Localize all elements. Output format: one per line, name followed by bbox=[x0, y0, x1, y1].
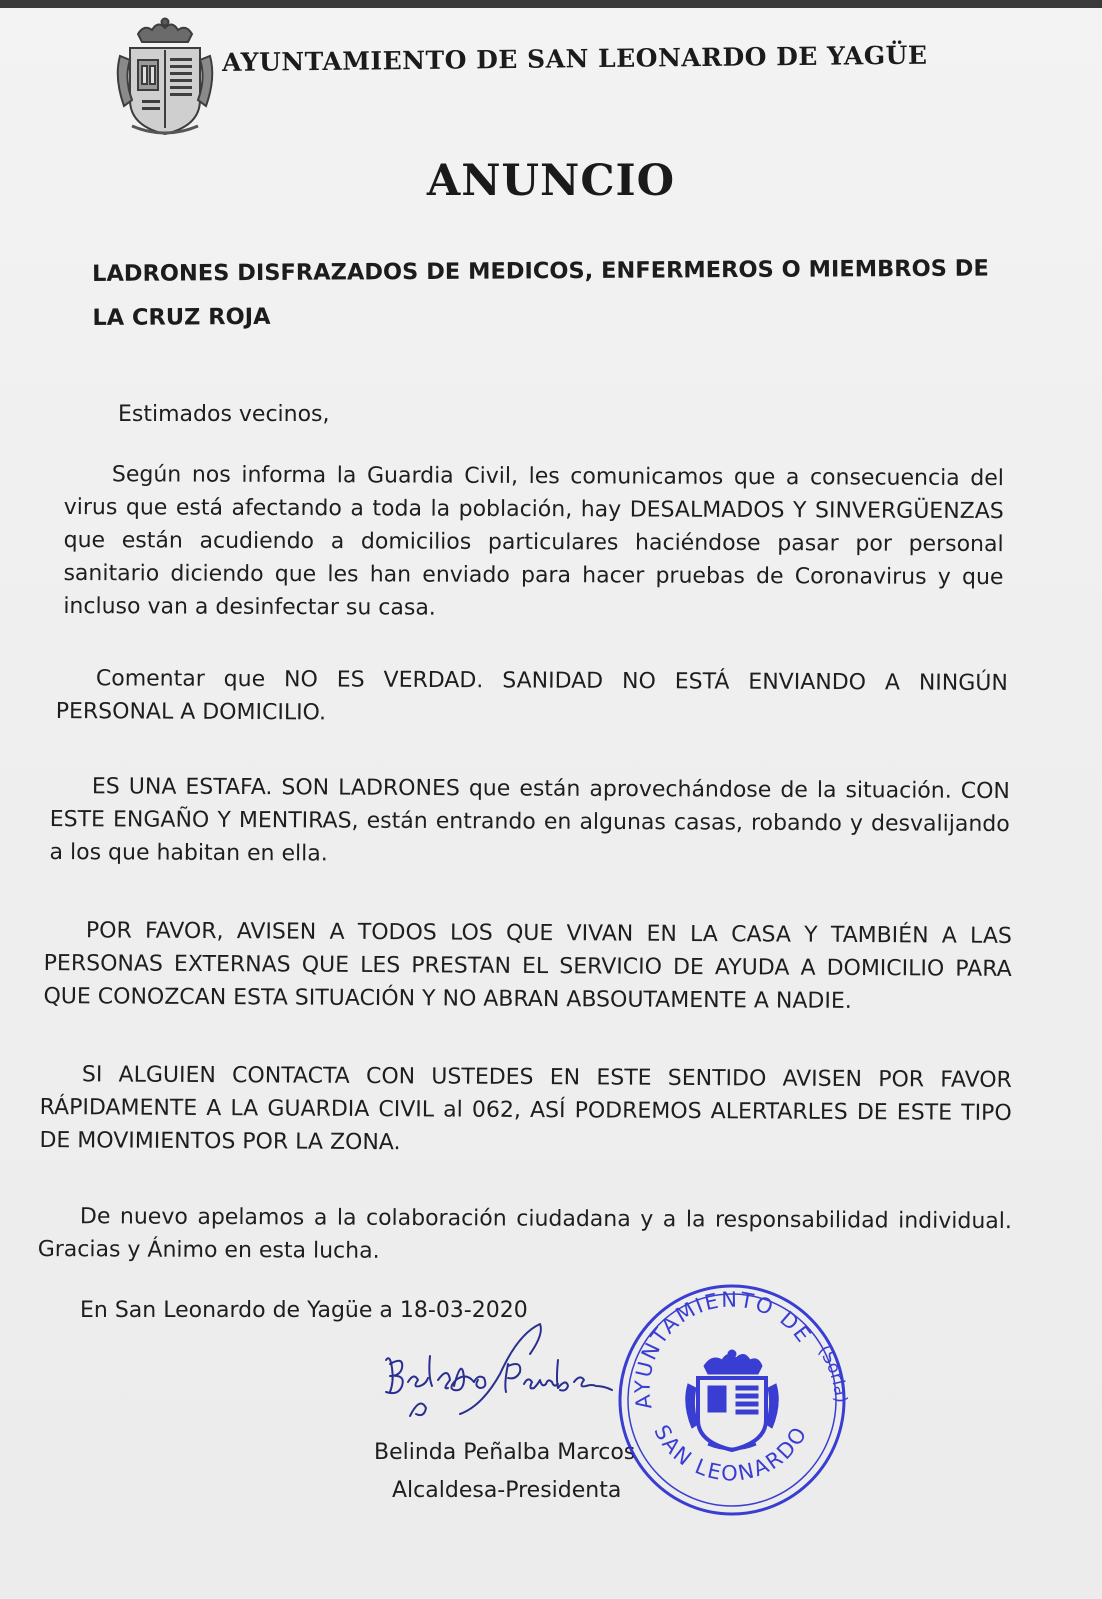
handwritten-signature bbox=[380, 1320, 620, 1430]
signer-title: Alcaldesa-Presidenta bbox=[392, 1478, 622, 1503]
document-title: ANUNCIO bbox=[426, 156, 676, 206]
paragraph-3: ES UNA ESTAFA. SON LADRONES que están aprovechándose de la situación. CON ESTE ENGAÑO Y MENTIRAS, están entrando en algunas casas, robando y desvalijando a los que habitan en ella. bbox=[49, 774, 1010, 867]
paragraph-2: Comentar que NO ES VERDAD. SANIDAD NO ESTÁ ENVIANDO A NINGÚN PERSONAL A DOMICILIO. bbox=[55, 666, 1008, 726]
signer-name: Belinda Peñalba Marcos bbox=[374, 1440, 636, 1465]
municipal-crest-icon bbox=[112, 16, 218, 140]
paragraph-1: Según nos informa la Guardia Civil, les comunicamos que a consecuencia del virus que está afectando a toda la población, hay DESALMADOS Y SINVERGÜENZAS que están acudiendo a domicilios particulares haciéndose pasar por personal sanitario diciendo que les han enviado para hacer pruebas de Coronavirus y que incluso van a desinfectar su casa. bbox=[63, 462, 1004, 621]
subject-heading bbox=[92, 246, 1013, 340]
greeting: Estimados vecinos, bbox=[118, 402, 330, 427]
subject-line-1: LADRONES DISFRAZADOS DE MEDICOS, ENFERMEROS O MIEMBROS DE bbox=[92, 255, 989, 287]
top-dark-strip bbox=[0, 0, 1102, 8]
place-and-date: En San Leonardo de Yagüe a 18-03-2020 bbox=[80, 1298, 528, 1323]
subject-line-2: LA CRUZ ROJA bbox=[92, 303, 271, 331]
official-stamp bbox=[612, 1280, 852, 1520]
paragraph-4: POR FAVOR, AVISEN A TODOS LOS QUE VIVAN EN LA CASA Y TAMBIÉN A LAS PERSONAS EXTERNAS QUE LES PRESTAN EL SERVICIO DE AYUDA A DOMICILIO PARA QUE CONOZCAN ESTA SITUACIÓN Y NO ABRAN ABSOUTAMENTE A NADIE. bbox=[43, 918, 1012, 1014]
stamp-crest-icon bbox=[686, 1350, 779, 1450]
paragraph-6: De nuevo apelamos a la colaboración ciudadana y a la responsabilidad individual. Gracias y Ánimo en esta lucha. bbox=[37, 1204, 1012, 1264]
paragraph-5: SI ALGUIEN CONTACTA CON USTEDES EN ESTE SENTIDO AVISEN POR FAVOR RÁPIDAMENTE A LA GUARDIA CIVIL al 062, ASÍ PODREMOS ALERTARLES DE ESTE TIPO DE MOVIMIENTOS POR LA ZONA. bbox=[39, 1062, 1012, 1156]
stamp-top-text: AYUNTAMIENTO DE bbox=[630, 1287, 817, 1411]
organization-name: AYUNTAMIENTO DE SAN LEONARDO DE YAGÜE bbox=[221, 40, 928, 77]
stamp-side-text: (Soria) bbox=[813, 1341, 851, 1404]
document-page bbox=[0, 8, 1102, 1599]
stamp-bottom-text: SAN LEONARDO bbox=[649, 1420, 813, 1486]
